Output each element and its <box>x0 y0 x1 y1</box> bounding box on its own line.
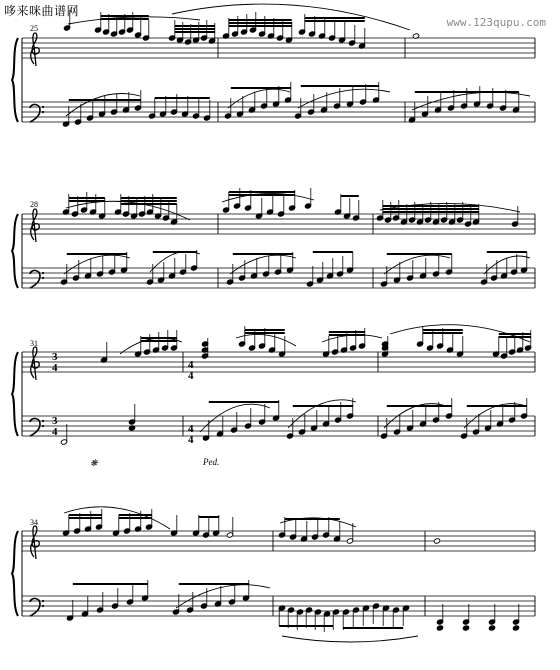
site-name-watermark: 哆来咪曲谱网 <box>4 4 80 18</box>
measure-number-28: 28 <box>30 200 38 209</box>
slur <box>68 17 200 24</box>
bass-clef-dot <box>42 600 44 602</box>
measure-number-31: 31 <box>30 339 38 348</box>
slur <box>384 255 450 274</box>
slur <box>230 255 296 274</box>
note-head <box>462 625 469 631</box>
measure-number-34: 34 <box>30 518 38 527</box>
score-systems <box>12 4 535 642</box>
time-signature-bass-a: 3 <box>52 415 58 427</box>
slur <box>288 400 356 428</box>
note-head <box>433 538 440 544</box>
time-signature-bass-a-den: 4 <box>52 426 58 438</box>
bass-clef-dot <box>42 420 44 422</box>
grand-staff-brace <box>12 214 18 288</box>
bass-clef-dot <box>42 425 44 427</box>
slur <box>228 89 290 108</box>
site-url-watermark: www.123qupu.com <box>446 16 546 29</box>
time-signature-treble-a-den: 4 <box>52 362 58 374</box>
bass-clef-dot <box>42 277 44 279</box>
slur <box>282 636 418 642</box>
bass-clef-dot <box>42 605 44 607</box>
slur <box>64 255 130 274</box>
slur <box>380 203 520 212</box>
time-signature-bass-b-den: 4 <box>188 434 194 446</box>
note-head <box>436 625 443 631</box>
time-signature-treble-b-den: 4 <box>188 370 194 382</box>
bass-clef-dot <box>42 106 44 108</box>
note-head <box>488 625 495 631</box>
grand-staff-brace <box>12 38 18 122</box>
measure-number-25: 25 <box>30 24 38 33</box>
time-signature-treble-a: 3 <box>52 351 58 363</box>
time-signature-treble-b: 4 <box>188 359 194 371</box>
note-head <box>512 625 519 631</box>
bass-clef-dot <box>42 111 44 113</box>
grand-staff-brace <box>12 531 18 616</box>
time-signature-bass-b: 4 <box>188 423 194 435</box>
bass-clef-dot <box>42 272 44 274</box>
pedal-release-marking: ❋ <box>90 458 98 468</box>
pedal-marking: Ped. <box>203 457 220 467</box>
grand-staff-brace <box>12 352 18 436</box>
